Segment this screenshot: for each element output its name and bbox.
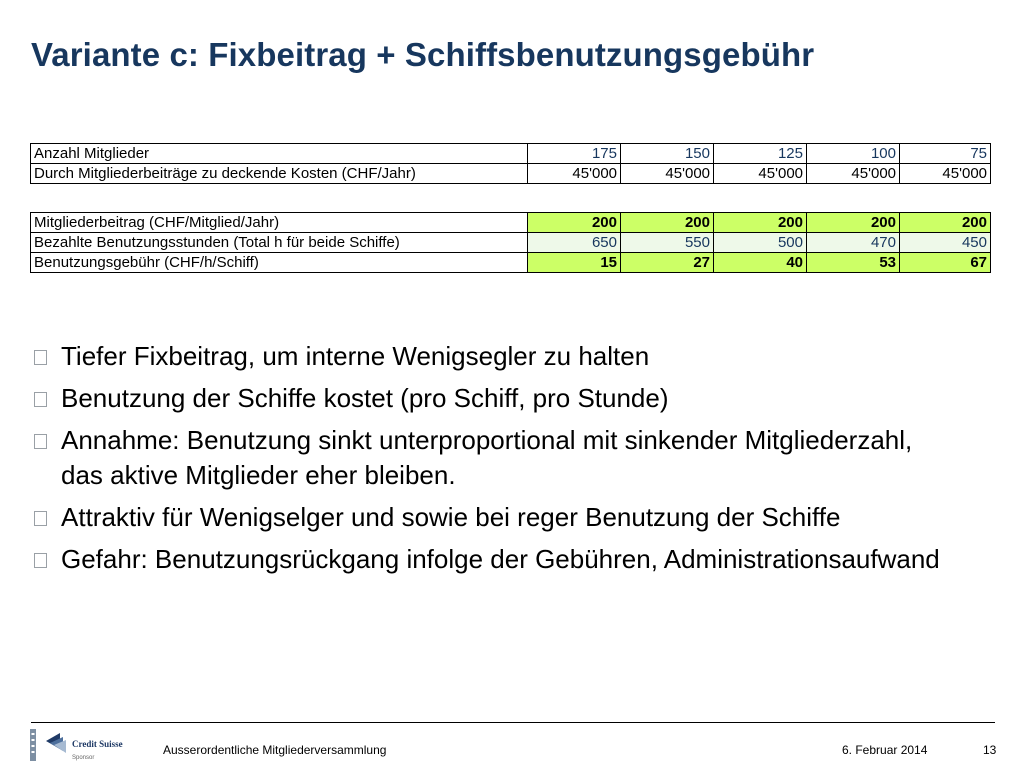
- table-cell: 45'000: [900, 164, 991, 184]
- row-label: Mitgliederbeitrag (CHF/Mitglied/Jahr): [31, 213, 528, 233]
- row-label: Durch Mitgliederbeiträge zu deckende Kosten (CHF/Jahr): [31, 164, 528, 184]
- svg-text:Sponsor: Sponsor: [72, 755, 95, 761]
- bullet-box-icon: [34, 392, 47, 407]
- table-row: [31, 164, 991, 184]
- table-cell: 45'000: [528, 164, 621, 184]
- table-cell: 125: [714, 144, 807, 164]
- table-cell: 150: [621, 144, 714, 164]
- row-label: Benutzungsgebühr (CHF/h/Schiff): [31, 253, 528, 273]
- table-cell: 650: [528, 233, 621, 253]
- bullet-text: Benutzung der Schiffe kostet (pro Schiff, pro Stunde): [61, 383, 669, 413]
- bullet-text: Tiefer Fixbeitrag, um interne Wenigsegler zu halten: [61, 341, 650, 371]
- table-cell: 470: [807, 233, 900, 253]
- bullet-box-icon: [34, 553, 47, 568]
- table-row: [31, 253, 991, 273]
- bullet-box-icon: [34, 434, 47, 449]
- list-item: [31, 542, 951, 577]
- bullet-box-icon: [34, 511, 47, 526]
- members-cost-table: [30, 143, 991, 184]
- bullet-text: Gefahr: Benutzungsrückgang infolge der Gebühren, Administrationsaufwand: [61, 544, 940, 574]
- bullet-text: Attraktiv für Wenigselger und sowie bei reger Benutzung der Schiffe: [61, 502, 841, 532]
- slide-title: Variante c: Fixbeitrag + Schiffsbenutzungsgebühr: [31, 36, 815, 73]
- table-cell: 45'000: [807, 164, 900, 184]
- bullet-list: [31, 339, 951, 584]
- footer-event: Ausserordentliche Mitgliederversammlung: [163, 743, 387, 757]
- table-cell: 200: [528, 213, 621, 233]
- table-cell: 45'000: [714, 164, 807, 184]
- list-item: [31, 423, 951, 493]
- table-cell: 15: [528, 253, 621, 273]
- svg-text:Credit Suisse: Credit Suisse: [72, 739, 123, 749]
- table-cell: 27: [621, 253, 714, 273]
- table-cell: 500: [714, 233, 807, 253]
- footer-divider: [31, 722, 995, 723]
- fee-table: [30, 212, 991, 273]
- table-row: [31, 233, 991, 253]
- table-cell: 67: [900, 253, 991, 273]
- table-cell: 200: [900, 213, 991, 233]
- row-label: Anzahl Mitglieder: [31, 144, 528, 164]
- table-cell: 40: [714, 253, 807, 273]
- bullet-text: Annahme: Benutzung sinkt unterproportional mit sinkender Mitgliederzahl, das aktive Mitglieder eher bleiben.: [61, 425, 913, 490]
- table-cell: 200: [714, 213, 807, 233]
- table-cell: 200: [807, 213, 900, 233]
- row-label: Bezahlte Benutzungsstunden (Total h für beide Schiffe): [31, 233, 528, 253]
- footer-date: 6. Februar 2014: [842, 743, 928, 757]
- table-cell: 175: [528, 144, 621, 164]
- page-number: 13: [983, 743, 997, 757]
- credit-suisse-logo: [30, 727, 142, 763]
- list-item: [31, 381, 951, 416]
- table-cell: 550: [621, 233, 714, 253]
- bullet-box-icon: [34, 350, 47, 365]
- table-cell: 100: [807, 144, 900, 164]
- sponsor-logo-icon: [30, 727, 142, 763]
- list-item: [31, 500, 951, 535]
- table-row: [31, 144, 991, 164]
- table-row: [31, 213, 991, 233]
- list-item: [31, 339, 951, 374]
- table-cell: 53: [807, 253, 900, 273]
- table-cell: 450: [900, 233, 991, 253]
- table-cell: 200: [621, 213, 714, 233]
- table-cell: 75: [900, 144, 991, 164]
- table-cell: 45'000: [621, 164, 714, 184]
